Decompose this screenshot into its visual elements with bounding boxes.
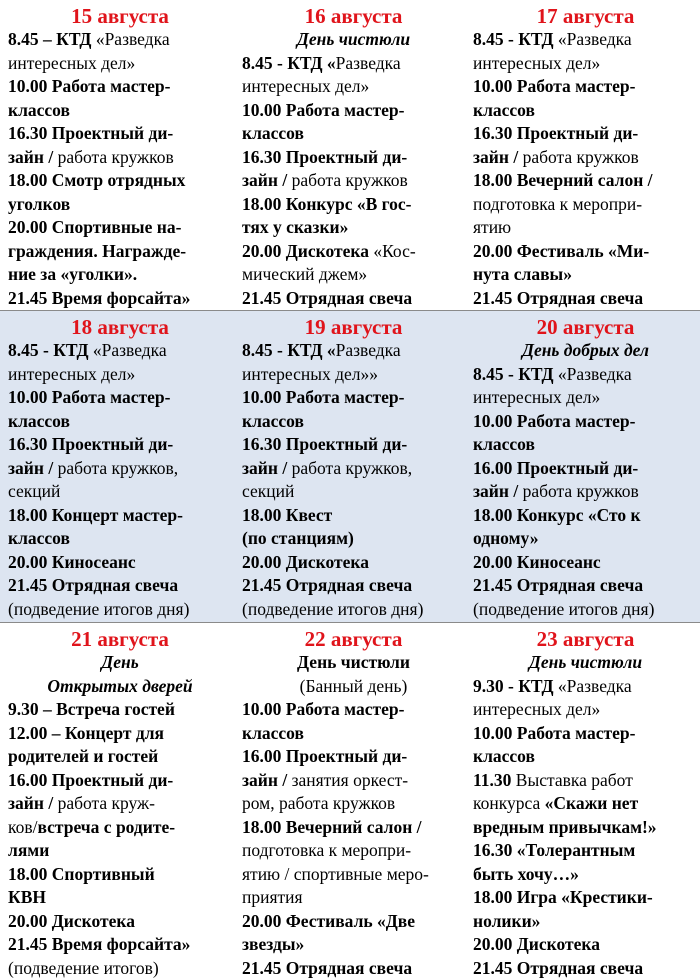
schedule-line [8, 480, 232, 504]
schedule-text: классов [242, 410, 304, 431]
schedule-text: 9.30 - КТД [473, 675, 558, 696]
schedule-text: классов [242, 722, 304, 743]
schedule-text: интересных дел» [8, 363, 136, 384]
schedule-text: 10.00 Работа мастер- [473, 722, 636, 743]
schedule-line [473, 863, 698, 887]
day-cell [234, 0, 467, 310]
schedule-text: 16.30 «Толерантным [473, 840, 636, 860]
schedule-line [473, 769, 698, 793]
day-date: 17 августа [536, 4, 635, 28]
schedule-line [8, 769, 232, 793]
schedule-text: лями [8, 840, 50, 860]
schedule-line [8, 339, 232, 363]
schedule-text: Разведка [335, 52, 401, 73]
schedule-text: 18.00 Конкурс «Сто к [473, 504, 641, 525]
schedule-line [242, 169, 465, 193]
schedule-text: интересных дел» [8, 52, 136, 73]
day-date: 16 августа [304, 4, 403, 28]
schedule-text: «Разведка [92, 340, 167, 360]
schedule-text: работа круж- [57, 793, 155, 813]
schedule-line [242, 792, 465, 816]
schedule-line [473, 52, 698, 76]
schedule-line [8, 122, 232, 146]
day-cell [0, 623, 234, 980]
schedule-text: классов [8, 410, 70, 431]
schedule-text: зайн / [8, 146, 58, 167]
schedule-line [242, 433, 465, 457]
schedule-line [242, 287, 465, 311]
schedule-line [242, 363, 465, 387]
schedule-text: ние за «уголки». [8, 264, 138, 284]
day-cell [467, 623, 700, 980]
schedule-line [8, 551, 232, 575]
schedule-line [473, 957, 698, 980]
schedule-line [8, 240, 232, 264]
schedule-text: секций [8, 481, 61, 501]
day-cell [0, 311, 234, 622]
schedule-text: подготовка к меропри- [473, 193, 643, 214]
schedule-line [8, 839, 232, 863]
schedule-line [8, 722, 232, 746]
schedule-text: работа кружков [291, 170, 408, 190]
schedule-text: (подведение итогов) [8, 957, 159, 978]
schedule-line [473, 386, 698, 410]
schedule-line [242, 816, 465, 840]
schedule-text: 20.00 Дискотека [242, 240, 374, 261]
schedule-line [8, 193, 232, 217]
schedule-text: 20.00 Фестиваль «Ми- [473, 240, 650, 261]
schedule-line [242, 52, 465, 76]
schedule-text: встреча с родите- [37, 816, 176, 837]
schedule-line [8, 216, 232, 240]
schedule-text: работа кружков [57, 146, 174, 167]
schedule-line [8, 169, 232, 193]
schedule-line [473, 910, 698, 934]
schedule-text: 10.00 Работа мастер- [242, 699, 405, 719]
schedule-line [8, 910, 232, 934]
schedule-line [473, 698, 698, 722]
day-date: 22 августа [304, 627, 403, 651]
schedule-text: ков/ [8, 816, 38, 837]
day-date: 21 августа [71, 627, 169, 651]
schedule-line [242, 122, 465, 146]
schedule-line [242, 598, 465, 622]
schedule-line [242, 216, 465, 240]
schedule-text: 20.00 Дискотека [473, 934, 600, 954]
schedule-text: 16.30 Проектный ди- [8, 123, 174, 143]
schedule-text: «Разведка [557, 29, 632, 49]
schedule-line [242, 339, 465, 363]
schedule-text: нута славы» [473, 264, 572, 284]
schedule-line [473, 504, 698, 528]
schedule-line [473, 745, 698, 769]
schedule-line [473, 551, 698, 575]
schedule-text: 8.45 - КТД [8, 340, 93, 360]
day-subtitle: (Банный день) [299, 675, 408, 696]
schedule-line [473, 146, 698, 170]
schedule-text: (подведение итогов дня) [242, 598, 424, 619]
schedule-text: мический джем» [242, 264, 368, 284]
schedule-line [242, 863, 465, 887]
schedule-line [473, 216, 698, 240]
schedule-line [242, 240, 465, 264]
schedule-text: зайн / [8, 793, 58, 813]
schedule-row-1 [0, 0, 700, 310]
schedule-text: работа кружков [522, 146, 639, 167]
schedule-line [242, 910, 465, 934]
schedule-line [473, 433, 698, 457]
schedule-line [8, 957, 232, 980]
schedule-text: работа кружков, [291, 457, 413, 478]
schedule-line [473, 28, 698, 52]
schedule-text: 16.30 Проектный ди- [242, 434, 408, 454]
schedule-text: 20.00 Дискотека [242, 551, 369, 572]
schedule-line [8, 574, 232, 598]
schedule-line [242, 551, 465, 575]
schedule-text: 21.45 Отрядная свеча [242, 287, 413, 308]
schedule-line [242, 745, 465, 769]
day-subtitle: День чистюли [297, 652, 410, 672]
schedule-line [8, 363, 232, 387]
schedule-line [8, 28, 232, 52]
schedule-line [473, 410, 698, 434]
schedule-text: 21.45 Отрядная свеча [242, 957, 413, 978]
schedule-text: 18.00 Вечерний салон / [473, 170, 653, 190]
schedule-text: 16.00 Проектный ди- [242, 746, 408, 766]
schedule-line [473, 363, 698, 387]
schedule-line [8, 598, 232, 622]
schedule-text: зайн / [473, 146, 523, 167]
schedule-text: интересных дел» [473, 699, 601, 719]
schedule-line [8, 933, 232, 957]
schedule-text: 20.00 Дискотека [8, 910, 135, 931]
day-date: 19 августа [304, 315, 403, 339]
schedule-text: 10.00 Работа мастер- [242, 99, 405, 120]
schedule-text: 10.00 Работа мастер- [242, 387, 405, 407]
schedule-text: (по станциям) [242, 528, 354, 548]
schedule-line [8, 745, 232, 769]
schedule-line [242, 769, 465, 793]
schedule-line [242, 886, 465, 910]
day-subtitle: Открытых дверей [47, 675, 193, 696]
schedule-text: 20.00 Киносеанс [8, 551, 136, 572]
schedule-text: зайн / [242, 457, 292, 478]
schedule-text: тях у сказки» [242, 217, 349, 237]
day-cell [467, 0, 700, 310]
schedule-text: зайн / [8, 457, 58, 478]
schedule-text: звезды» [242, 934, 305, 954]
day-date: 15 августа [71, 4, 169, 28]
schedule-text: ром, работа кружков [242, 793, 396, 813]
day-cell [467, 311, 700, 622]
schedule-text: (подведение итогов дня) [473, 598, 655, 619]
schedule-line [242, 933, 465, 957]
schedule-text: 16.30 Проектный ди- [242, 146, 408, 167]
schedule-text: зайн / [242, 170, 292, 190]
schedule-text: «Разведка [95, 29, 170, 49]
schedule-text: 21.45 Отрядная свеча [242, 575, 413, 595]
day-cell [234, 311, 467, 622]
schedule-line [8, 263, 232, 287]
schedule-line [242, 193, 465, 217]
schedule-text: подготовка к меропри- [242, 840, 412, 860]
schedule-text: 10.00 Работа мастер- [473, 410, 636, 431]
schedule-line [8, 886, 232, 910]
schedule-text: работа кружков [522, 481, 639, 501]
schedule-text: вредным привычкам!» [473, 816, 657, 837]
schedule-text: интересных дел» [242, 76, 370, 96]
schedule-text: 10.00 Работа мастер- [8, 76, 171, 96]
schedule-text: «Кос- [373, 240, 416, 261]
schedule-line [8, 457, 232, 481]
schedule-line [8, 816, 232, 840]
schedule-line [242, 957, 465, 980]
schedule-line [473, 169, 698, 193]
schedule-text: 8.45 - КТД [473, 29, 558, 49]
schedule-text: одному» [473, 528, 539, 548]
schedule-text: 11.30 [473, 769, 516, 790]
schedule-line [473, 933, 698, 957]
schedule-line [242, 527, 465, 551]
schedule-text: 8.45 - КТД « [242, 340, 336, 360]
schedule-line [242, 263, 465, 287]
schedule-text: интересных дел» [473, 52, 601, 73]
schedule-line [8, 75, 232, 99]
schedule-line [242, 722, 465, 746]
day-subtitle: День чистюли [528, 652, 643, 672]
schedule-text: «Разведка [557, 363, 632, 384]
schedule-text: 18.00 Квест [242, 504, 333, 525]
schedule-row-3 [0, 623, 700, 980]
schedule-line [473, 722, 698, 746]
schedule-line [473, 839, 698, 863]
schedule-text: КВН [8, 887, 46, 907]
schedule-line [473, 574, 698, 598]
schedule-text: 18.00 Спортивный [8, 863, 155, 884]
schedule-text: 18.00 Вечерний салон / [242, 816, 422, 837]
schedule-line [8, 863, 232, 887]
schedule-text: Выставка работ [515, 769, 633, 790]
schedule-text: 16.00 Проектный ди- [8, 769, 174, 790]
day-subtitle: День [101, 652, 139, 672]
schedule-text: классов [242, 123, 304, 143]
schedule-text: ятию [473, 217, 512, 237]
schedule-line [242, 457, 465, 481]
schedule-line [473, 122, 698, 146]
schedule-line [8, 504, 232, 528]
schedule-row-2 [0, 311, 700, 622]
schedule-text: 21.45 Время форсайта» [8, 934, 191, 954]
schedule-text: 18.00 Концерт мастер- [8, 504, 183, 525]
schedule-line [473, 598, 698, 622]
schedule-line [473, 193, 698, 217]
schedule-text: конкурса [473, 793, 545, 813]
schedule-text: Разведка [335, 340, 401, 360]
schedule-text: классов [8, 528, 70, 548]
schedule-text: секций [242, 481, 295, 501]
schedule-text: интересных дел»» [242, 363, 379, 384]
schedule-text: зайн / [473, 481, 523, 501]
schedule-text: классов [473, 99, 535, 120]
schedule-text: «Разведка [557, 675, 632, 696]
schedule-text: 21.45 Отрядная свеча [8, 575, 179, 595]
schedule-text: ятию / спортивные меро- [242, 863, 429, 884]
schedule-text: нолики» [473, 910, 541, 931]
schedule-text: 18.00 Смотр отрядных [8, 170, 186, 190]
schedule-text: «Скажи нет [544, 793, 639, 813]
schedule-text: классов [473, 746, 535, 766]
schedule-text: интересных дел» [473, 387, 601, 407]
schedule-line [8, 527, 232, 551]
schedule-text: занятия оркест- [291, 769, 409, 790]
schedule-text: 21.45 Время форсайта» [8, 287, 191, 308]
schedule-line [8, 99, 232, 123]
schedule-line [8, 410, 232, 434]
schedule-line [473, 75, 698, 99]
schedule-line [473, 886, 698, 910]
day-date: 23 августа [536, 627, 635, 651]
schedule-line [8, 52, 232, 76]
schedule-text: 21.45 Отрядная свеча [473, 957, 644, 978]
day-subtitle: День чистюли [296, 29, 411, 49]
schedule-line [473, 240, 698, 264]
schedule-line [242, 386, 465, 410]
schedule-text: граждения. Награжде- [8, 240, 187, 261]
schedule-line [8, 792, 232, 816]
schedule-text: 18.00 Конкурс «В гос- [242, 193, 412, 214]
schedule-line [8, 433, 232, 457]
schedule-line [8, 146, 232, 170]
schedule-text: 8.45 - КТД [473, 363, 558, 384]
schedule-line [473, 457, 698, 481]
schedule-line [242, 698, 465, 722]
schedule-line [8, 698, 232, 722]
schedule-text: быть хочу…» [473, 863, 579, 884]
schedule-line [242, 480, 465, 504]
schedule-text: 18.00 Игра «Крестики- [473, 887, 653, 907]
schedule-text: 20.00 Фестиваль «Две [242, 910, 416, 931]
schedule-text: уголков [8, 193, 71, 214]
schedule-text: 16.30 Проектный ди- [8, 434, 174, 454]
schedule-line [473, 675, 698, 699]
schedule-line [242, 410, 465, 434]
schedule-text: классов [473, 434, 535, 454]
schedule-text: работа кружков, [57, 457, 179, 478]
schedule-line [473, 263, 698, 287]
schedule-text: 16.30 Проектный ди- [473, 123, 639, 143]
schedule-text: 12.00 – Концерт для [8, 722, 164, 743]
schedule-text: классов [8, 99, 70, 120]
schedule-line [473, 480, 698, 504]
schedule-text: 10.00 Работа мастер- [8, 387, 171, 407]
schedule-text: родителей и гостей [8, 746, 159, 766]
schedule-line [473, 287, 698, 311]
schedule-text: приятия [242, 887, 303, 907]
schedule-line [8, 287, 232, 311]
schedule-text: зайн / [242, 769, 292, 790]
day-date: 18 августа [71, 315, 169, 339]
schedule-text: 16.00 Проектный ди- [473, 457, 639, 478]
day-date: 20 августа [536, 315, 635, 339]
schedule-line [473, 527, 698, 551]
schedule-line [8, 386, 232, 410]
day-subtitle: День добрых дел [522, 340, 649, 360]
schedule-text: 10.00 Работа мастер- [473, 76, 636, 96]
schedule-text: 20.00 Киносеанс [473, 551, 601, 572]
schedule-text: 20.00 Спортивные на- [8, 217, 182, 237]
schedule-line [242, 146, 465, 170]
schedule-text: 8.45 – КТД [8, 29, 96, 49]
schedule-line [242, 75, 465, 99]
schedule-line [242, 504, 465, 528]
schedule-text: 8.45 - КТД « [242, 52, 336, 73]
schedule-text: 21.45 Отрядная свеча [473, 575, 644, 595]
day-cell [0, 0, 234, 310]
schedule-text: (подведение итогов дня) [8, 598, 190, 619]
schedule-line [473, 792, 698, 816]
schedule-text: 9.30 – Встреча гостей [8, 699, 175, 719]
schedule-line [473, 816, 698, 840]
day-cell [234, 623, 467, 980]
schedule-line [473, 99, 698, 123]
schedule-line [242, 839, 465, 863]
schedule-line [242, 574, 465, 598]
schedule-line [242, 99, 465, 123]
schedule-text: 21.45 Отрядная свеча [473, 287, 644, 308]
